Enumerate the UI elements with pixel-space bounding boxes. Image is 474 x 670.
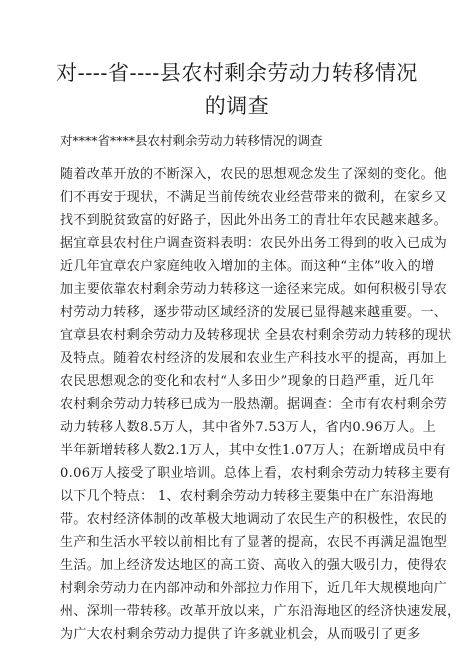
body-line: 近几年宜章农户家庭纯收入增加的主体。而这种“主体”收入的增: [60, 259, 435, 274]
body-line: 农村剩余劳动力转移已成为一股热潮。据调查：全市有农村剩余劳: [60, 397, 448, 412]
body-line: 们不再安于现状，不满足当前传统农业经营带来的微利，在家乡又: [60, 190, 448, 205]
document-title-line-1: 对----省----县农村剩余劳动力转移情况: [56, 61, 418, 85]
body-line: 为广大农村剩余劳动力提供了许多就业机会，从而吸引了更多: [60, 627, 421, 642]
body-line: 以下几个特点： 1、农村剩余劳动力转移主要集中在广东沿海地: [60, 489, 434, 504]
body-line: 动力转移人数8.5万人，其中省外7.53万人，省内0.96万人。上: [60, 420, 437, 435]
body-line: 加主要依靠农村剩余劳动力转移这一途径来完成。如何积极引导农: [60, 282, 448, 297]
body-line: 村剩余劳动力在内部冲动和外部拉力作用下，近几年大规模地向广: [60, 581, 448, 596]
body-line: 农民思想观念的变化和农村“人多田少”现象的日趋严重，近几年: [60, 374, 435, 389]
body-line: 村劳动力转移，逐步带动区域经济的发展已显得越来越重要。一、: [60, 305, 448, 320]
body-line: 及特点。随着农村经济的发展和农业生产科技水平的提高，再加上: [60, 351, 448, 366]
document-title-line-2: 的调查: [204, 94, 270, 118]
body-line: 州、深圳一带转移。改革开放以来，广东沿海地区的经济快速发展，: [60, 604, 461, 619]
body-line: 生活。加上经济发达地区的高工资、高收入的强大吸引力，使得农: [60, 558, 448, 573]
body-line: 半年新增转移人数2.1万人，其中女性1.07万人；在新增成员中有: [60, 443, 446, 458]
body-line: 据宜章县农村住户调查资料表明：农民外出务工得到的收入已成为: [60, 236, 448, 251]
body-line: 带。农村经济体制的改革极大地调动了农民生产的积极性，农民的: [60, 512, 448, 527]
body-line: 0.06万人接受了职业培训。总体上看，农村剩余劳动力转移主要有: [60, 466, 451, 481]
body-line: 随着改革开放的不断深入，农民的思想观念发生了深刻的变化。他: [60, 167, 448, 182]
document-subtitle: 对****省****县农村剩余劳动力转移情况的调查: [60, 133, 323, 148]
body-line: 找不到脱贫致富的好路子，因此外出务工的青壮年农民越来越多。: [60, 213, 448, 228]
body-line: 宜章县农村剩余劳动力及转移现状 全县农村剩余劳动力转移的现状: [60, 328, 452, 343]
body-line: 生产和生活水平较以前相比有了显著的提高，农民不再满足温饱型: [60, 535, 448, 550]
